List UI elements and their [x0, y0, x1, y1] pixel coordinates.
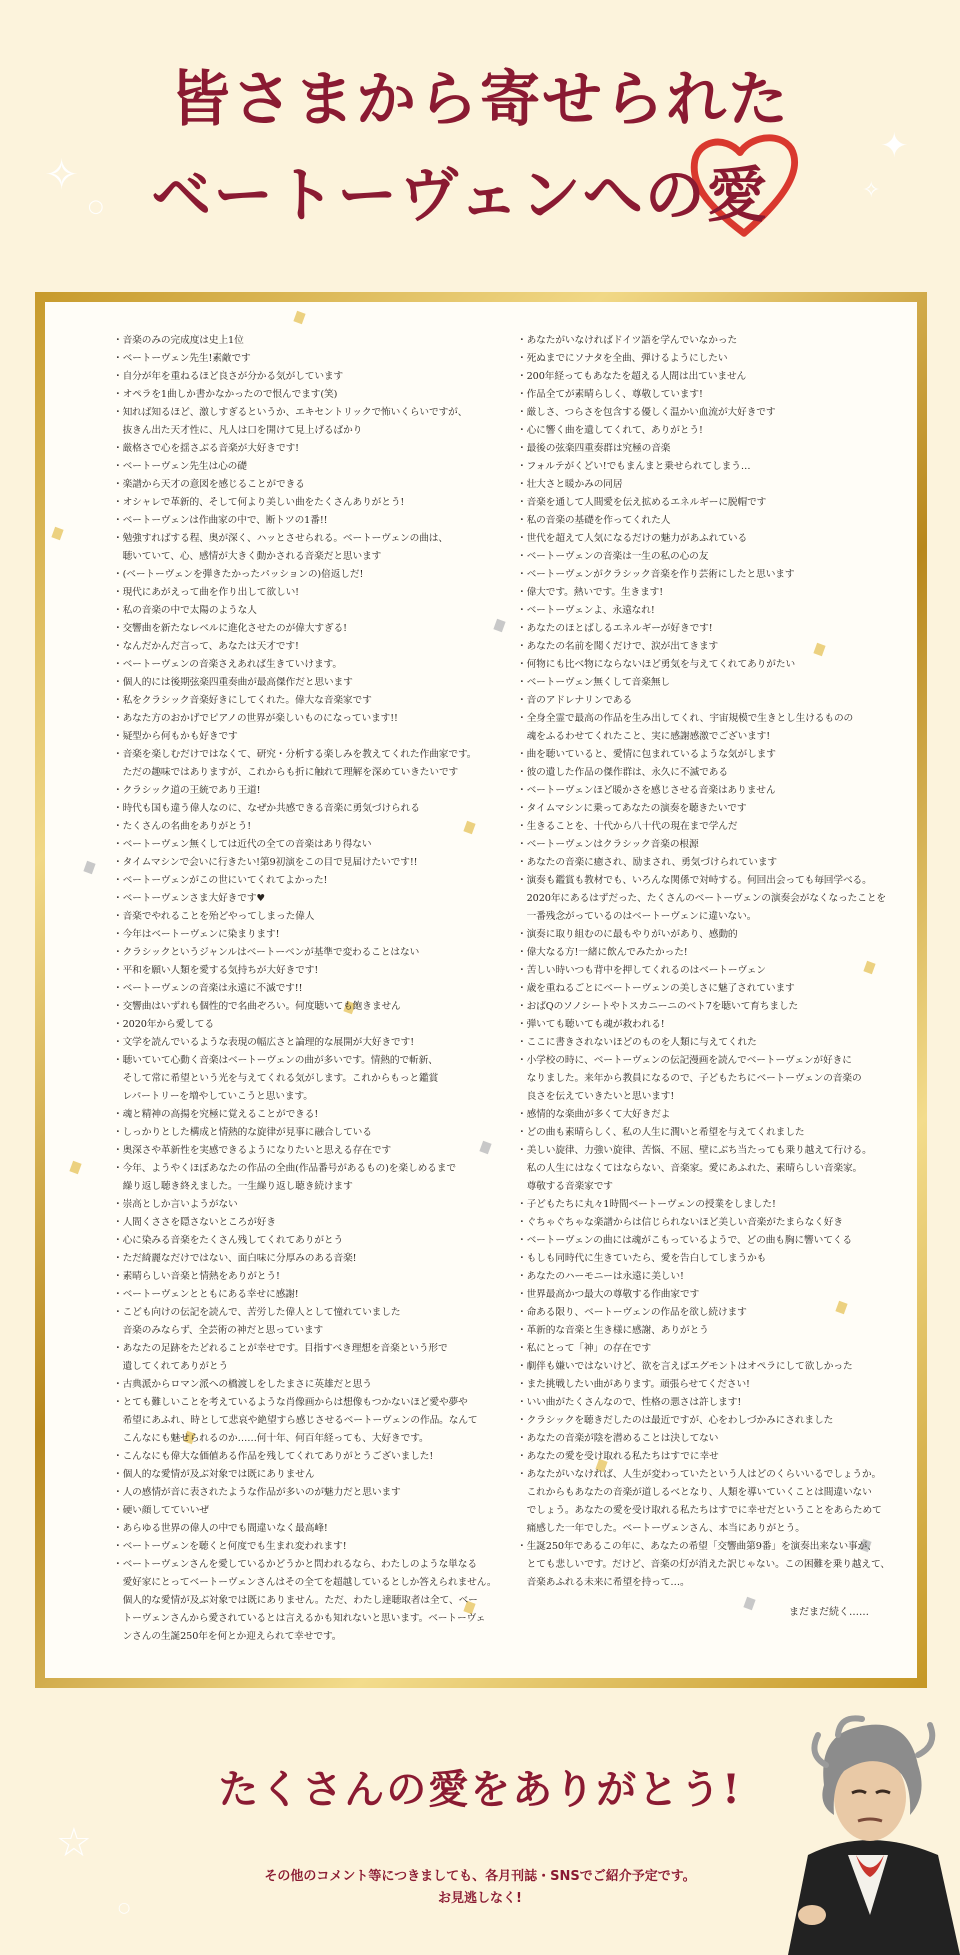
comment-item: ・こんなにも偉大な価値ある作品を残してくれてありがとうございました!: [113, 1451, 434, 1462]
comment-item: ・私の音楽の中で太陽のような人: [113, 605, 257, 616]
comment-item: ・歳を重ねるごとにベートーヴェンの美しさに魅了されています: [517, 983, 795, 994]
confetti: [83, 861, 95, 874]
comment-item: ・音楽でやれることを殆どやってしまった偉人: [113, 911, 315, 922]
comment-item: ・もしも同時代に生きていたら、愛を告白してしまうかも: [517, 1253, 767, 1264]
comment-item: ・ベートーヴェンさんを愛しているかどうかと問われるなら、わたしのような単なる 愛好家にとってベートーヴェンさんはその全てを超越しているとしか答えられません。 個人的な愛情が及ぶ対象では既にありません。ただ、わたし達聴取者は全て、ベー トーヴェンさんから愛されているとは言えるかも知れないと思います。ベートーヴェ ンさんの生誕250年を何とか迎えられて幸せです。: [113, 1559, 497, 1642]
comment-item: ・演奏に取り組むのに最もやりがいがあり、感動的: [517, 929, 738, 940]
comment-item: ・オペラを1曲しか書かなかったので恨んでます(笑): [113, 389, 338, 400]
comment-item: ・200年経ってもあなたを超える人間は出ていません: [517, 371, 747, 382]
beethoven-portrait-illustration: [778, 1705, 960, 1955]
comment-item: ・世代を超えて人気になるだけの魅力があふれている: [517, 533, 748, 544]
confetti: [51, 527, 63, 540]
comment-item: ・革新的な音楽と生き様に感謝、ありがとう: [517, 1325, 709, 1336]
comment-item: ・ベートーヴェン先生!素敵です: [113, 353, 251, 364]
sparkle-icon: ✧: [862, 178, 881, 203]
comment-item: ・タイムマシンに乗ってあなたの演奏を聴きたいです: [517, 803, 747, 814]
comment-item: ・ベートーヴェン無くして音楽無し: [517, 677, 671, 688]
comment-item: ・あなたがいなければドイツ語を学んでいなかった: [517, 335, 738, 346]
title-line-2: [0, 148, 960, 244]
footnote-line-2: お見逃しなく!: [438, 1891, 522, 1906]
comment-item: ・自分が年を重ねるほど良さが分かる気がしています: [113, 371, 344, 382]
comment-item: ・交響曲を新たなレベルに進化させたのが偉大すぎる!: [113, 623, 347, 634]
comment-item: ・偉大なる方!一緒に飲んでみたかった!: [517, 947, 688, 958]
sparkle-icon: ✦: [880, 126, 909, 166]
comment-item: ・ベートーヴェン先生は心の礎: [113, 461, 247, 472]
comment-item: ・古典派からロマン派への橋渡しをしたまさに英雄だと思う: [113, 1379, 372, 1390]
comment-list-left: [113, 332, 523, 1646]
comment-item: ・聴いていて心動く音楽はベートーヴェンの曲が多いです。情熱的で斬新、 そして常に希望という光を与えてくれる気がします。これからもっと鑑賞 レパートリーを増やしていこうと思います。: [113, 1055, 439, 1102]
comment-item: ・クラシックを聴きだしたのは最近ですが、心をわしづかみにされました: [517, 1415, 834, 1426]
thanks-heading: たくさんの愛をありがとう!: [218, 1766, 742, 1813]
comment-item: ・曲を聴いていると、愛情に包まれているような気がします: [517, 749, 776, 760]
comment-item: ・人間くささを隠さないところが好き: [113, 1217, 276, 1228]
comment-item: ・厳しさ、つらさを包含する優しく温かい血流が大好きです: [517, 407, 776, 418]
confetti: [69, 1161, 81, 1174]
comment-item: ・ベートーヴェンほど暖かさを感じさせる音楽はありません: [517, 785, 776, 796]
comment-item: ・命ある限り、ベートーヴェンの作品を欲し続けます: [517, 1307, 747, 1318]
comment-item: ・あなたの音楽が陰を潜めることは決してない: [517, 1433, 719, 1444]
sparkle-icon: ○: [118, 1900, 131, 1916]
comment-item: ・私の音楽の基礎を作ってくれた人: [517, 515, 671, 526]
comment-item: ・楽譜から天才の意図を感じることができる: [113, 479, 305, 490]
comment-item: ・音のアドレナリンである: [517, 695, 633, 706]
title-line-1: 皆さまから寄せられた: [170, 65, 790, 135]
comment-item: ・心に響く曲を遺してくれて、ありがとう!: [517, 425, 703, 436]
comment-item: ・ベートーヴェンさま大好きです♥: [113, 893, 266, 904]
comment-item: ・あなたの名前を聞くだけで、涙が出てきます: [517, 641, 719, 652]
comment-item: ・ぐちゃぐちゃな楽譜からは信じられないほど美しい音楽がたまらなく好き: [517, 1217, 843, 1228]
title-heart-word: 愛: [706, 161, 769, 231]
comment-item: ・弾いても聴いても魂が救われる!: [517, 1019, 665, 1030]
comment-item: ・私をクラシック音楽好きにしてくれた。偉大な音楽家です: [113, 695, 372, 706]
heart-word: [707, 148, 769, 244]
comment-item: ・たくさんの名曲をありがとう!: [113, 821, 252, 832]
comment-item: ・しっかりとした構成と情熱的な旋律が見事に融合している: [113, 1127, 372, 1138]
comment-item: ・あなた方のおかげでピアノの世界が楽しいものになっています!!: [113, 713, 398, 724]
footnote-line-1: その他のコメント等につきましても、各月刊誌・SNSでご紹介予定です。: [264, 1869, 696, 1884]
comment-item: ・ベートーヴェンの曲には魂がこもっているようで、どの曲も胸に響いてくる: [517, 1235, 852, 1246]
comment-item: ・あなたがいなければ、人生が変わっていたという人はどのくらいいるでしょうか。 これからもあなたの音楽が道しるべとなり、人類を導いていくことは間違いない でしょう。あなたの愛を受け取れる私たちはすでに幸せだということをあらためて 痛感した一年でした。ベートーヴェンさん、本当にありがとう。: [517, 1469, 882, 1534]
comment-item: ・感情的な楽曲が多くて大好きだよ: [517, 1109, 671, 1120]
page-title: [0, 52, 960, 244]
comment-item: ・私にとって「神」の存在です: [517, 1343, 652, 1354]
comment-item: ・なんだかんだ言って、あなたは天才です!: [113, 641, 299, 652]
comment-item: ・美しい旋律、力強い旋律、苦悩、不屈、壁にぶち当たっても乗り越えて行ける。 私の人生にはなくてはならない、音楽家。愛にあふれた、素晴らしい音楽家。 尊敬する音楽家です: [517, 1145, 872, 1192]
comment-panel: [45, 302, 917, 1678]
comment-item: ・今年はベートーヴェンに染まります!: [113, 929, 280, 940]
comment-item: ・世界最高かつ最大の尊敬する作曲家です: [517, 1289, 700, 1300]
title-line-2-text: ベートーヴェンへの: [151, 161, 707, 231]
comment-item: ・交響曲はいずれも個性的で名曲ぞろい。何度聴いても飽きません: [113, 1001, 401, 1012]
comment-item: ・人の感情が音に表されたような作品が多いのが魅力だと思います: [113, 1487, 401, 1498]
comment-item: ・ベートーヴェンがこの世にいてくれてよかった!: [113, 875, 328, 886]
comment-item: ・クラシックというジャンルはベートーベンが基準で変わることはない: [113, 947, 420, 958]
comment-item: ・あなたのほとばしるエネルギーが好きです!: [517, 623, 713, 634]
comment-item: ・個人的には後期弦楽四重奏曲が最高傑作だと思います: [113, 677, 353, 688]
comment-item: ・心に染みる音楽をたくさん残してくれてありがとう: [113, 1235, 344, 1246]
comment-item: ・今年、ようやくほぼあなたの作品の全曲(作品番号があるもの)を楽しめるまで 繰り返し聴き終えました。一生繰り返し聴き続けます: [113, 1163, 456, 1192]
comment-item: ・あなたのハーモニーは永遠に美しい!: [517, 1271, 684, 1282]
comment-item: ・劇伴も嫌いではないけど、欲を言えばエグモントはオペラにして欲しかった: [517, 1361, 853, 1372]
comment-item: ・疑型から何もかも好きです: [113, 731, 238, 742]
comment-item: ・どの曲も素晴らしく、私の人生に潤いと希望を与えてくれました: [517, 1127, 805, 1138]
comment-item: ・ここに書きされないほどのものを人類に与えてくれた: [517, 1037, 757, 1048]
comment-item: ・おばQのソノシートやトスカニーニのベト7を聴いて育ちました: [517, 1001, 799, 1012]
comment-item: ・とても難しいことを考えているような肖像画からは想像もつかないほど愛や夢や 希望にあふれ、時として悲哀や絶望すら感じさせるベートーヴェンの作品。なんて こんなにも魅せられるのか……何十年、何百年経っても、大好きです。: [113, 1397, 478, 1444]
sparkle-icon: ☆: [56, 1820, 92, 1866]
comment-item: ・最後の弦楽四重奏群は究極の音楽: [517, 443, 671, 454]
comment-item: ・彼の遺した作品の傑作群は、永久に不滅である: [517, 767, 728, 778]
comment-item: ・死ぬまでにソナタを全曲、弾けるようにしたい: [517, 353, 728, 364]
comment-item: ・平和を願い人類を愛する気持ちが大好きです!: [113, 965, 319, 976]
comment-item: ・ベートーヴェン無くしては近代の全ての音楽はあり得ない: [113, 839, 372, 850]
comment-item: ・現代にあがえって曲を作り出して欲しい!: [113, 587, 299, 598]
comment-item: ・音楽を楽しむだけではなくて、研究・分析する楽しみを教えてくれた作曲家です。 ただの趣味ではありますが、これからも折に触れて理解を深めていきたいです: [113, 749, 477, 778]
comment-item: ・硬い顔してていいぜ: [113, 1505, 209, 1516]
comment-item: ・生誕250年であるこの年に、あなたの希望「交響曲第9番」を演奏出来ない事が、 とても悲しいです。だけど、音楽の灯が消えた訳じゃない。この困難を乗り越えて、 音楽あふれる未来に希望を持って…。: [517, 1541, 890, 1588]
comment-item: ・ベートーヴェンよ、永遠なれ!: [517, 605, 655, 616]
comment-item: ・ただ綺麗なだけではない、面白味に分厚みのある音楽!: [113, 1253, 357, 1264]
comment-item: ・タイムマシンで会いに行きたい!第9初演をこの目で見届けたいです!!: [113, 857, 418, 868]
comment-item: ・個人的な愛情が及ぶ対象では既にありません: [113, 1469, 315, 1480]
comment-item: ・勉強すればする程、奥が深く、ハッとさせられる。ベートーヴェンの曲は、 聴いていて、心、感情が大きく動かされる音楽だと思います: [113, 533, 448, 562]
comment-item: ・厳格さで心を揺さぶる音楽が大好きです!: [113, 443, 299, 454]
confetti: [293, 311, 305, 324]
comment-item: ・演奏も鑑賞も教材でも、いろんな関係で対峙する。何回出会っても毎回学べる。 2020年にあるはずだった、たくさんのベートーヴェンの演奏会がなくなったことを 一番残念がっているのはベートーヴェンに違いない。: [517, 875, 887, 922]
comment-item: ・子どもたちに丸々1時間ベートーヴェンの授業をしました!: [517, 1199, 776, 1210]
comment-item: ・こども向けの伝記を読んで、苦労した偉人として憧れていました 音楽のみならず、全芸術の神だと思っています: [113, 1307, 401, 1336]
comment-item: ・奥深さや革新性を実感できるようになりたいと思える存在です: [113, 1145, 392, 1156]
comment-item: ・何物にも比べ物にならないほど勇気を与えてくれてありがたい: [517, 659, 796, 670]
sparkle-icon: ✧: [44, 150, 80, 199]
continued-note: まだまだ続く……: [789, 1607, 869, 1618]
comment-item: ・ベートーヴェンを聴くと何度でも生まれ変われます!: [113, 1541, 347, 1552]
sparkle-icon: ○: [88, 196, 104, 217]
comment-item: ・全身全霊で最高の作品を生み出してくれ、宇宙規模で生きとし生けるものの 魂をふるわせてくれたこと、実に感謝感激でございます!: [517, 713, 854, 742]
comment-item: ・あなたの音楽に癒され、励まされ、勇気づけられています: [517, 857, 778, 868]
comment-item: ・小学校の時に、ベートーヴェンの伝記漫画を読んでベートーヴェンが好きに なりました。来年から教員になるので、子どもたちにベートーヴェンの音楽の 良さを伝えていきたいと思います!: [517, 1055, 862, 1102]
comment-item: ・文学を読んでいるような表現の幅広さと論理的な展開が大好きです!: [113, 1037, 415, 1048]
comment-item: ・崇高としか言いようがない: [113, 1199, 238, 1210]
comment-list-right: [517, 332, 917, 1592]
comment-item: ・壮大さと暖かみの同居: [517, 479, 623, 490]
comment-item: ・ベートーヴェンの音楽は一生の私の心の友: [517, 551, 709, 562]
comment-item: ・あらゆる世界の偉人の中でも間違いなく最高峰!: [113, 1523, 328, 1534]
comment-item: ・偉大です。熱いです。生きます!: [517, 587, 664, 598]
comment-item: ・生きることを、十代から八十代の現在まで学んだ: [517, 821, 738, 832]
comment-item: ・ベートーヴェンはクラシック音楽の根源: [517, 839, 699, 850]
comment-item: ・魂と精神の高揚を究極に覚えることができる!: [113, 1109, 319, 1120]
comment-item: ・知れば知るほど、激しすぎるというか、エキセントリックで怖いくらいですが、 抜きん出た天才性に、凡人は口を開けて見上げるばかり: [113, 407, 468, 436]
comment-item: ・ベートーヴェンは作曲家の中で、断トツの1番!!: [113, 515, 328, 526]
comment-item: ・音楽を通して人間愛を伝え拡めるエネルギーに脱帽です: [517, 497, 767, 508]
comment-item: ・また挑戦したい曲があります。頑張らせてください!: [517, 1379, 750, 1390]
comment-item: ・作品全てが素晴らしく、尊敬しています!: [517, 389, 703, 400]
comment-item: ・ベートーヴェンの音楽は永遠に不滅です!!: [113, 983, 303, 994]
comment-item: ・音楽のみの完成度は史上1位: [113, 335, 244, 346]
confetti: [743, 1597, 755, 1610]
comment-item: ・時代も国も違う偉人なのに、なぜか共感できる音楽に勇気づけられる: [113, 803, 420, 814]
comment-item: ・素晴らしい音楽と情熱をありがとう!: [113, 1271, 280, 1282]
comment-item: ・いい曲がたくさんなので、性格の悪さは許します!: [517, 1397, 742, 1408]
comment-item: ・2020年から愛してる: [113, 1019, 214, 1030]
comment-item: ・ベートーヴェンの音楽さえあれば生きていけます。: [113, 659, 342, 670]
comment-item: ・苦しい時いつも背中を押してくれるのはベートーヴェン: [517, 965, 766, 976]
comment-item: ・あなたの愛を受け取れる私たちはすでに幸せ: [517, 1451, 719, 1462]
comment-item: ・フォルテがくどい!でもまんまと乗せられてしまう…: [517, 461, 751, 472]
comment-item: ・ベートーヴェンとともにある幸せに感謝!: [113, 1289, 299, 1300]
comment-item: ・ベートーヴェンがクラシック音楽を作り芸術にしたと思います: [517, 569, 795, 580]
comment-item: ・あなたの足跡をたどれることが幸せです。目指すべき理想を音楽という形で 遺してくれてありがとう: [113, 1343, 448, 1372]
comment-item: ・(ベートーヴェンを弾きたかったパッションの)倍返しだ!: [113, 569, 364, 580]
comment-item: ・オシャレで革新的、そして何より美しい曲をたくさんありがとう!: [113, 497, 405, 508]
comment-item: ・クラシック道の王統であり王道!: [113, 785, 261, 796]
